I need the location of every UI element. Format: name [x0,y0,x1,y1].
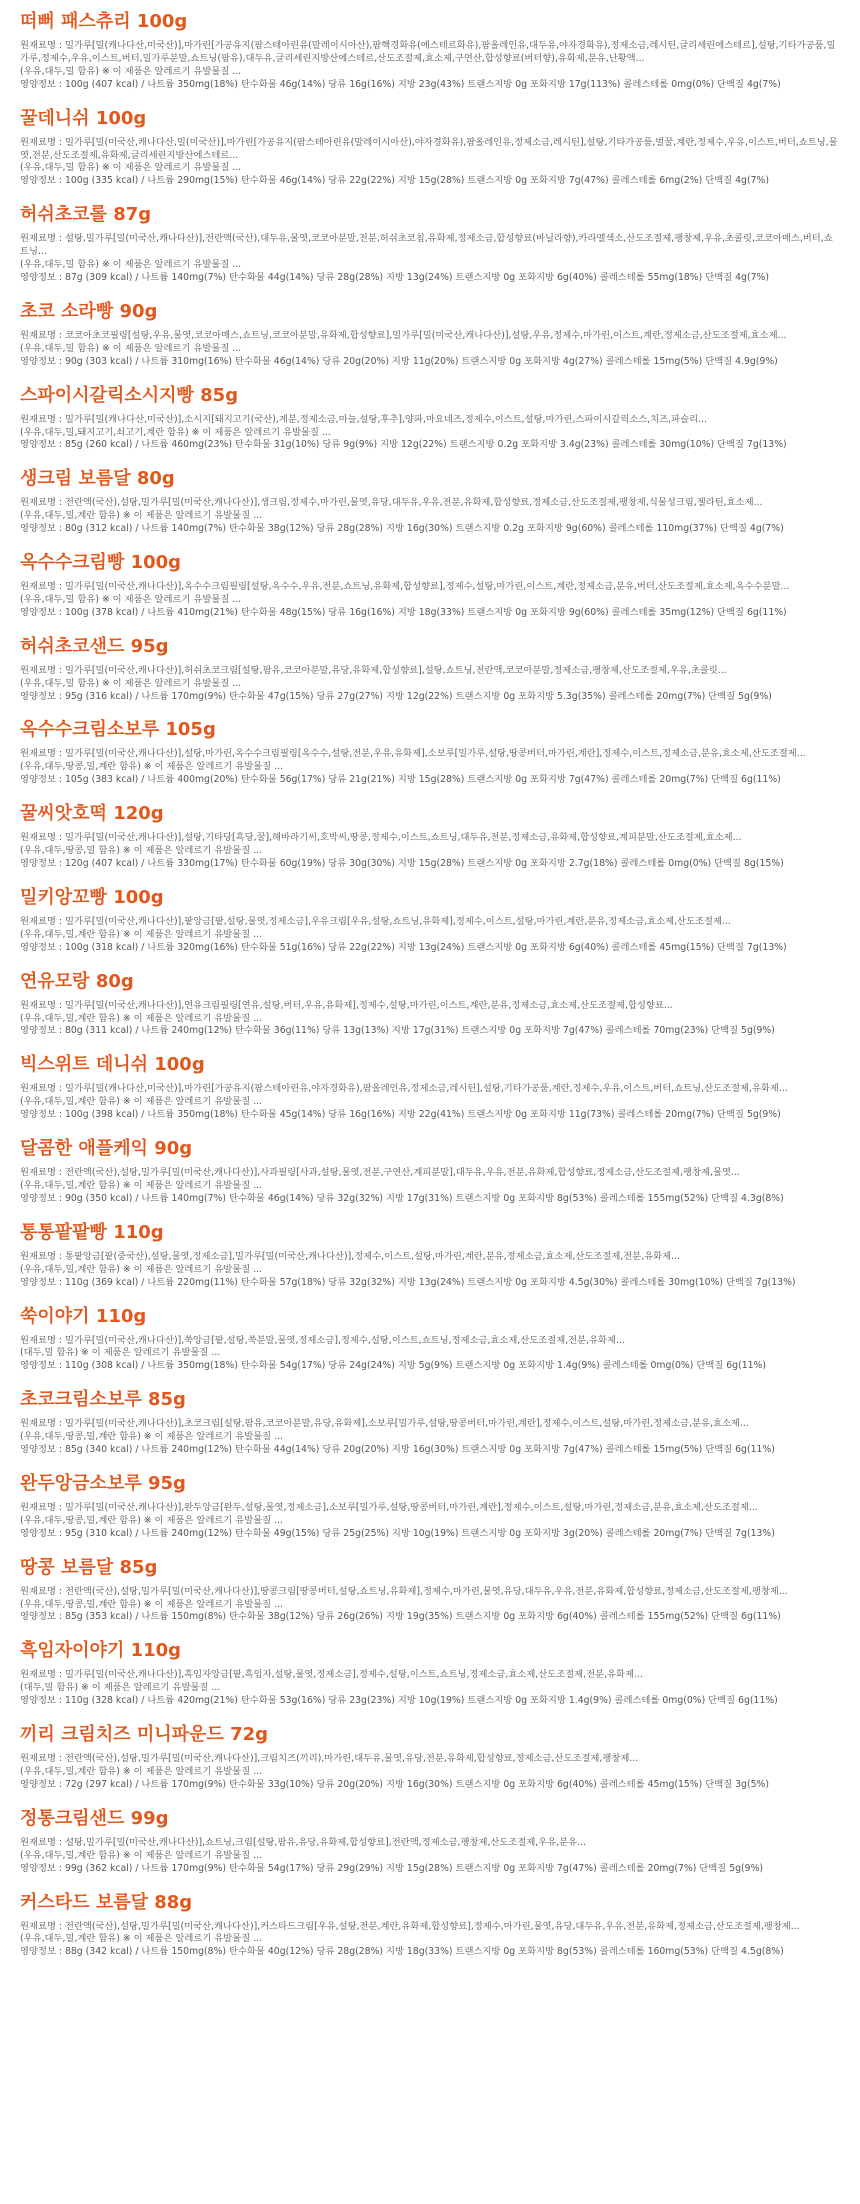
product-details [20,40,840,92]
ingredients-text: 원재료명 : 밀가루[밀(미국산,캐나다산)],완두앙금[완두,설탕,물엿,정제소금],소보루[밀가루,설탕,땅콩버터,마가린,계란],정제수,이스트,설탕,마가린,정제소금,분유,효소제,산도조절제... [20,1501,758,1513]
allergen-text: (우유,대두,밀,계란 함유) ※ 이 제품은 알레르기 유발물질 ... [20,1012,263,1024]
nutrition-text: 영양정보 : 105g (383 kcal) / 나트륨 400mg(20%) 탄수화물 56g(17%) 당류 21g(21%) 지방 15g(28%) 트랜스지방 0g 포화지방 7g(47%) 콜레스테롤 20mg(7%) 단백질 6g(11%) [20,774,781,786]
product-title: 땅콩 보름달 85g [20,1556,158,1578]
product-title: 허쉬초코롤 87g [20,204,152,226]
product-block [20,802,840,871]
allergen-text: (대두,밀 함유) ※ 이 제품은 알레르기 유발물질 ... [20,1682,221,1694]
product-block [20,1472,840,1541]
ingredients-text: 원재료명 : 밀가루[밀(미국산,캐나다산)],쑥앙금[팥,설탕,쑥분말,물엿,정제소금],정제수,설탕,이스트,쇼트닝,정제소금,효소제,산도조절제,전분,유화제... [20,1334,625,1346]
product-block [20,1221,840,1290]
product-title: 옥수수크림소보루 105g [20,719,216,741]
product-title: 끼리 크림치즈 미니파운드 72g [20,1724,269,1746]
product-title: 통통팥팥빵 110g [20,1221,164,1243]
ingredients-text: 원재료명 : 전란액(국산),설탕,밀가루[밀(미국산,캐나다산)],커스타드크림[우유,설탕,전분,계란,유화제,합성향료],정제수,마가린,물엿,유당,대두유,우유,전분,유화제,정제소금,산도조절제,팽창제... [20,1920,800,1932]
nutrition-text: 영양정보 : 85g (260 kcal) / 나트륨 460mg(23%) 탄수화물 31g(10%) 당류 9g(9%) 지방 12g(22%) 트랜스지방 0.2g 포화지방 3.4g(23%) 콜레스테롤 30mg(10%) 단백질 7g(13%) [20,439,787,451]
ingredients-text: 원재료명 : 설탕,밀가루[밀(미국산,캐나다산)],쇼트닝,크림[설탕,팜유,유당,유화제,합성향료],전란액,정제소금,팽창제,산도조절제,우유,분유... [20,1836,587,1848]
ingredients-text: 원재료명 : 전란액(국산),설탕,밀가루[밀(미국산,캐나다산)],땅콩크림[땅콩버터,설탕,쇼트닝,유화제],정제수,마가린,물엿,유당,대두유,우유,전분,유화제,합성향료,정제소금,산도조절제,팽창제... [20,1585,788,1597]
product-details [20,1586,840,1625]
product-title: 연유모랑 80g [20,970,134,992]
allergen-text: (우유,대두,밀 함유) ※ 이 제품은 알레르기 유발물질 ... [20,259,242,271]
product-details [20,137,840,189]
allergen-text: (우유,대두,땅콩,밀,계란 함유) ※ 이 제품은 알레르기 유발물질 ... [20,1514,283,1526]
ingredients-text: 원재료명 : 통팥앙금[팥(중국산),설탕,물엿,정제소금],밀가루[밀(미국산,캐나다산)],정제수,이스트,설탕,마가린,계란,분유,정제소금,효소제,산도조절제,전분,유화제... [20,1250,680,1262]
product-details [20,1083,840,1122]
allergen-text: (우유,대두,땅콩,밀,계란 함유) ※ 이 제품은 알레르기 유발물질 ... [20,1598,283,1610]
nutrition-text: 영양정보 : 72g (297 kcal) / 나트륨 170mg(9%) 탄수화물 33g(10%) 당류 20g(20%) 지방 16g(30%) 트랜스지방 0g 포화지방 6g(40%) 콜레스테롤 45mg(15%) 단백질 3g(5%) [20,1778,769,1790]
nutrition-text: 영양정보 : 110g (369 kcal) / 나트륨 220mg(11%) 탄수화물 57g(18%) 당류 32g(32%) 지방 13g(24%) 트랜스지방 0g 포화지방 4.5g(30%) 콜레스테롤 30mg(10%) 단백질 7g(13%) [20,1276,796,1288]
product-title: 흑임자이야기 110g [20,1640,182,1662]
allergen-text: (우유,대두,밀 함유) ※ 이 제품은 알레르기 유발물질 ... [20,342,242,354]
product-details [20,414,840,453]
product-title: 떠뻐 패스츄리 100g [20,11,188,32]
product-block [20,551,840,620]
allergen-text: (우유,대두,밀,계란 함유) ※ 이 제품은 알레르기 유발물질 ... [20,510,263,522]
ingredients-text: 원재료명 : 설탕,밀가루[밀(미국산,캐나다산)],전란액(국산),대두유,물엿,코코아분말,전분,허쉬초코칩,유화제,정제소금,합성향료(바닐라향),카라멜색소,산도조절제,팽창제,우유,초콜릿,코코아매스,버터,쇼트닝... [20,233,833,258]
ingredients-text: 원재료명 : 밀가루[밀(미국산,캐나다산)],설탕,마가린,옥수수크림필링[옥수수,설탕,전분,우유,유화제],소보루[밀가루,설탕,땅콩버터,마가린,계란],정제수,이스트,정제소금,분유,효소제,산도조절제... [20,748,806,760]
nutrition-text: 영양정보 : 100g (378 kcal) / 나트륨 410mg(21%) 탄수화물 48g(15%) 당류 16g(16%) 지방 18g(33%) 트랜스지방 0g 포화지방 9g(60%) 콜레스테롤 35mg(12%) 단백질 6g(11%) [20,606,787,618]
allergen-text: (우유,대두,밀,계란 함유) ※ 이 제품은 알레르기 유발물질 ... [20,1263,263,1275]
allergen-text: (대두,밀 함유) ※ 이 제품은 알레르기 유발물질 ... [20,1347,221,1359]
ingredients-text: 원재료명 : 밀가루[밀(캐나다산,미국산)],마가린[가공유지(팜스테아린유(말레이시아산),팜핵경화유(에스테르화유),팜올레인유,대두유,야자경화유),정제소금,레시틴,글리세린에스테르],설탕,기타가공품,밀가루,정제수,우유,이스트,버터,밀가루분말,쇼트닝(팜유),대두유,글리세린지방산에스테르,산도조절제,효소제,구연산,합성향료(버터향),유화제,분유,난황액... [20,40,836,64]
product-block [20,1053,840,1122]
product-block [20,1137,840,1206]
product-details [20,832,840,871]
allergen-text: (우유,대두,밀,계란 함유) ※ 이 제품은 알레르기 유발물질 ... [20,1766,263,1777]
product-block [20,970,840,1039]
nutrition-text: 영양정보 : 85g (340 kcal) / 나트륨 240mg(12%) 탄수화물 44g(14%) 당류 20g(20%) 지방 16g(30%) 트랜스지방 0g 포화지방 7g(47%) 콜레스테롤 15mg(5%) 단백질 6g(11%) [20,1444,775,1456]
product-details [20,1167,840,1206]
ingredients-text: 원재료명 : 밀가루[밀(미국산,캐나다산)],초코크림[설탕,팜유,코코아분말,유당,유화제],소보루[밀가루,설탕,땅콩버터,마가린,계란],정제수,이스트,설탕,마가린,정제소금,분유,효소제... [20,1418,749,1430]
product-title: 스파이시갈릭소시지빵 85g [20,384,239,406]
product-title: 커스타드 보름달 88g [20,1891,193,1913]
product-title: 달콤한 애플케익 90g [20,1138,193,1160]
ingredients-text: 원재료명 : 밀가루[밀(미국산,캐나다산)],흑임자앙금[팥,흑임자,설탕,물엿,정제소금],정제수,설탕,이스트,쇼트닝,정제소금,효소제,산도조절제,전분,유화제... [20,1669,643,1681]
ingredients-text: 원재료명 : 밀가루[밀(미국산,캐나다산)],팥앙금[팥,설탕,물엿,정제소금],우유크림[우유,설탕,쇼트닝,유화제],정제수,이스트,설탕,마가린,계란,분유,정제소금,효소제,산도조절제... [20,915,731,927]
nutrition-text: 영양정보 : 85g (353 kcal) / 나트륨 150mg(8%) 탄수화물 38g(12%) 당류 26g(26%) 지방 19g(35%) 트랜스지방 0g 포화지방 6g(40%) 콜레스테롤 155mg(52%) 단백질 6g(11%) [20,1611,781,1623]
product-details [20,1669,840,1708]
product-block [20,1305,840,1374]
product-block [20,1723,840,1792]
allergen-text: (우유,대두,땅콩,밀 함유) ※ 이 제품은 알레르기 유발물질 ... [20,845,263,857]
product-details [20,1502,840,1541]
allergen-text: (우유,대두,밀,계란 함유) ※ 이 제품은 알레르기 유발물질 ... [20,928,263,940]
nutrition-text: 영양정보 : 120g (407 kcal) / 나트륨 330mg(17%) 탄수화물 60g(19%) 당류 30g(30%) 지방 15g(28%) 트랜스지방 0g 포화지방 2.7g(18%) 콜레스테롤 0mg(0%) 단백질 8g(15%) [20,858,784,869]
nutrition-text: 영양정보 : 95g (310 kcal) / 나트륨 240mg(12%) 탄수화물 49g(15%) 당류 25g(25%) 지방 10g(19%) 트랜스지방 0g 포화지방 3g(20%) 콜레스테롤 20mg(7%) 단백질 7g(13%) [20,1527,775,1539]
product-details [20,1418,840,1457]
product-block [20,718,840,787]
product-title: 꿀씨앗호떡 120g [20,803,164,825]
product-block [20,1639,840,1708]
product-title: 쑥이야기 110g [20,1305,147,1327]
product-block [20,1891,840,1960]
nutrition-text: 영양정보 : 100g (335 kcal) / 나트륨 290mg(15%) 탄수화물 46g(14%) 당류 22g(22%) 지방 15g(28%) 트랜스지방 0g 포화지방 7g(47%) 콜레스테롤 6mg(2%) 단백질 4g(7%) [20,175,769,187]
nutrition-text: 영양정보 : 110g (308 kcal) / 나트륨 350mg(18%) 탄수화물 54g(17%) 당류 24g(24%) 지방 5g(9%) 트랜스지방 0g 포화지방 1.4g(9%) 콜레스테롤 0mg(0%) 단백질 6g(11%) [20,1360,766,1372]
allergen-text: (우유,대두,땅콩,밀,계란 함유) ※ 이 제품은 알레르기 유발물질 ... [20,1431,283,1443]
ingredients-text: 원재료명 : 밀가루[밀(캐나다산,미국산)],마가린[가공유지(팜스테아린유,야자경화유),팜올레인유,정제소금,레시틴],설탕,기타가공품,계란,정제수,우유,이스트,버터,쇼트닝,산도조절제,유화제... [20,1083,788,1095]
product-details [20,1837,840,1876]
product-title: 옥수수크림빵 100g [20,552,182,574]
allergen-text: (우유,대두,밀,계란 함유) ※ 이 제품은 알레르기 유발물질 ... [20,1179,263,1191]
product-details [20,1335,840,1374]
ingredients-text: 원재료명 : 밀가루[밀(미국산,캐나다산)],옥수수크림필링[설탕,옥수수,우유,전분,쇼트닝,유화제,합성향료],정제수,설탕,마가린,이스트,계란,정제소금,분유,버터,산도조절제,효소제,옥수수분말... [20,581,790,593]
product-details [20,1753,840,1792]
product-title: 생크림 보름달 80g [20,468,175,490]
product-block [20,300,840,369]
product-details [20,581,840,620]
ingredients-text: 원재료명 : 전란액(국산),설탕,밀가루[밀(미국산,캐나다산)],사과필링[사과,설탕,물엿,전분,구연산,계피분말],대두유,우유,전분,유화제,합성향료,정제소금,산도조절제,팽창제,물엿... [20,1167,740,1179]
product-block [20,1388,840,1457]
product-block [20,1807,840,1876]
nutrition-text: 영양정보 : 80g (312 kcal) / 나트륨 140mg(7%) 탄수화물 38g(12%) 당류 28g(28%) 지방 16g(30%) 트랜스지방 0.2g 포화지방 9g(60%) 콜레스테롤 110mg(37%) 단백질 4g(7%) [20,523,784,535]
nutrition-text: 영양정보 : 99g (362 kcal) / 나트륨 170mg(9%) 탄수화물 54g(17%) 당류 29g(29%) 지방 15g(28%) 트랜스지방 0g 포화지방 7g(47%) 콜레스테롤 20mg(7%) 단백질 5g(9%) [20,1862,764,1874]
product-details [20,330,840,369]
product-details [20,233,840,285]
ingredients-text: 원재료명 : 밀가루[밀(캐나다산,미국산)],소시지[돼지고기(국산),계분,정제소금,마늘,설탕,후추],양파,마요네즈,정제수,이스트,설탕,마가린,스파이시갈릭소스,치즈,파슬리... [20,413,707,425]
allergen-text: (우유,대두,땅콩,밀,계란 함유) ※ 이 제품은 알레르기 유발물질 ... [20,761,283,773]
product-title: 밀키앙꼬빵 100g [20,886,164,908]
allergen-text: (우유,대두,밀,계란 함유) ※ 이 제품은 알레르기 유발물질 ... [20,1096,263,1108]
product-block [20,1556,840,1625]
product-details [20,916,840,955]
allergen-text: (우유,대두,밀 함유) ※ 이 제품은 알레르기 유발물질 ... [20,65,242,77]
product-title: 꿀데니쉬 100g [20,107,147,129]
product-title: 허쉬초코샌드 95g [20,635,169,657]
product-details [20,497,840,536]
product-title: 완두앙금소보루 95g [20,1472,186,1494]
product-details [20,1000,840,1039]
product-block [20,203,840,285]
product-block [20,635,840,704]
ingredients-text: 원재료명 : 코코아초코필링[설탕,우유,물엿,코코아매스,쇼트닝,코코아분말,유화제,합성향료],밀가루[밀(미국산,캐나다산)],설탕,우유,정제수,마가린,이스트,계란,정제소금,산도조절제,효소제... [20,329,787,341]
nutrition-text: 영양정보 : 90g (303 kcal) / 나트륨 310mg(16%) 탄수화물 46g(14%) 당류 20g(20%) 지방 11g(20%) 트랜스지방 0g 포화지방 4g(27%) 콜레스테롤 15mg(5%) 단백질 4.9g(9%) [20,355,778,367]
nutrition-text: 영양정보 : 100g (318 kcal) / 나트륨 320mg(16%) 탄수화물 51g(16%) 당류 22g(22%) 지방 13g(24%) 트랜스지방 0g 포화지방 6g(40%) 콜레스테롤 45mg(15%) 단백질 7g(13%) [20,941,787,953]
product-title: 초코크림소보루 85g [20,1389,186,1411]
ingredients-text: 원재료명 : 밀가루[밀(미국산,캐나다산,밀(미국산)],마가린[가공유지(팜스테아린유(말레이시아산),야자경화유),팜올레인유,정제소금,레시틴],설탕,기타가공품,벌꿀,계란,정제수,우유,이스트,버터,쇼트닝,물엿,전분,산도조절제,유화제,글리세린지방산에스테르... [20,136,838,161]
product-block [20,384,840,453]
allergen-text: (우유,대두,밀,계란 함유) ※ 이 제품은 알레르기 유발물질 ... [20,1933,263,1945]
ingredients-text: 원재료명 : 밀가루[밀(미국산,캐나다산)],허쉬초코크림[설탕,팜유,코코아분말,유당,유화제,합성향료],설탕,쇼트닝,전란액,코코아분말,정제소금,팽창제,산도조절제,우유,초콜릿... [20,664,727,676]
nutrition-text: 영양정보 : 100g (407 kcal) / 나트륨 350mg(18%) 탄수화물 46g(14%) 당류 16g(16%) 지방 23g(43%) 트랜스지방 0g 포화지방 17g(113%) 콜레스테롤 0mg(0%) 단백질 4g(7%) [20,78,781,90]
allergen-text: (우유,대두,밀,돼지고기,쇠고기,계란 함유) ※ 이 제품은 알레르기 유발물질 ... [20,426,331,438]
nutrition-text: 영양정보 : 87g (309 kcal) / 나트륨 140mg(7%) 탄수화물 44g(14%) 당류 28g(28%) 지방 13g(24%) 트랜스지방 0g 포화지방 6g(40%) 콜레스테롤 55mg(18%) 단백질 4g(7%) [20,271,769,283]
product-block [20,467,840,536]
nutrition-text: 영양정보 : 90g (350 kcal) / 나트륨 140mg(7%) 탄수화물 46g(14%) 당류 32g(32%) 지방 17g(31%) 트랜스지방 0g 포화지방 8g(53%) 콜레스테롤 155mg(52%) 단백질 4.3g(8%) [20,1192,784,1204]
product-title: 빅스위트 데니쉬 100g [20,1054,205,1076]
product-title: 초코 소라빵 90g [20,300,158,322]
nutrition-text: 영양정보 : 100g (398 kcal) / 나트륨 350mg(18%) 탄수화물 45g(14%) 당류 16g(16%) 지방 22g(41%) 트랜스지방 0g 포화지방 11g(73%) 콜레스테롤 20mg(7%) 단백질 5g(9%) [20,1109,781,1121]
product-details [20,748,840,787]
product-block [20,107,840,189]
nutrition-text: 영양정보 : 80g (311 kcal) / 나트륨 240mg(12%) 탄수화물 36g(11%) 당류 13g(13%) 지방 17g(31%) 트랜스지방 0g 포화지방 7g(47%) 콜레스테롤 70mg(23%) 단백질 5g(9%) [20,1025,775,1037]
nutrition-text: 영양정보 : 95g (316 kcal) / 나트륨 170mg(9%) 탄수화물 47g(15%) 당류 27g(27%) 지방 12g(22%) 트랜스지방 0g 포화지방 5.3g(35%) 콜레스테롤 20mg(7%) 단백질 5g(9%) [20,690,772,702]
product-details [20,1921,840,1960]
ingredients-text: 원재료명 : 전란액(국산),설탕,밀가루[밀(미국산,캐나다산)],크림치즈(끼리),마가린,대두유,물엿,유당,전분,유화제,합성향료,정제소금,산도조절제,팽창제... [20,1753,639,1765]
ingredients-text: 원재료명 : 밀가루[밀(미국산,캐나다산)],설탕,기타당[흑당,꿀],해바라기씨,호박씨,땅콩,정제수,이스트,쇼트닝,대두유,전분,정제소금,유화제,합성향료,계피분말,산도조절제,효소제... [20,832,742,844]
allergen-text: (우유,대두,밀 함유) ※ 이 제품은 알레르기 유발물질 ... [20,162,242,174]
ingredients-text: 원재료명 : 밀가루[밀(미국산,캐나다산)],연유크림필링[연유,설탕,버터,우유,유화제],정제수,설탕,마가린,이스트,계란,분유,정제소금,효소제,산도조절제,합성향료... [20,999,673,1011]
product-details [20,1251,840,1290]
allergen-text: (우유,대두,밀 함유) ※ 이 제품은 알레르기 유발물질 ... [20,593,242,605]
nutrition-text: 영양정보 : 110g (328 kcal) / 나트륨 420mg(21%) 탄수화물 53g(16%) 당류 23g(23%) 지방 10g(19%) 트랜스지방 0g 포화지방 1.4g(9%) 콜레스테롤 0mg(0%) 단백질 6g(11%) [20,1695,778,1707]
nutrition-text: 영양정보 : 88g (342 kcal) / 나트륨 150mg(8%) 탄수화물 40g(12%) 당류 28g(28%) 지방 18g(33%) 트랜스지방 0g 포화지방 8g(53%) 콜레스테롤 160mg(53%) 단백질 4.5g(8%) [20,1946,784,1958]
allergen-text: (우유,대두,밀 함유) ※ 이 제품은 알레르기 유발물질 ... [20,677,242,689]
product-block [20,10,840,92]
product-details [20,665,840,704]
allergen-text: (우유,대두,밀,계란 함유) ※ 이 제품은 알레르기 유발물질 ... [20,1849,263,1861]
product-block [20,886,840,955]
ingredients-text: 원재료명 : 전란액(국산),설탕,밀가루[밀(미국산,캐나다산)],생크림,정제수,마가린,물엿,유당,대두유,우유,전분,유화제,합성향료,정제소금,산도조절제,팽창제,식물성크림,젤라틴,효소제... [20,497,763,509]
product-title: 정통크림샌드 99g [20,1807,169,1829]
